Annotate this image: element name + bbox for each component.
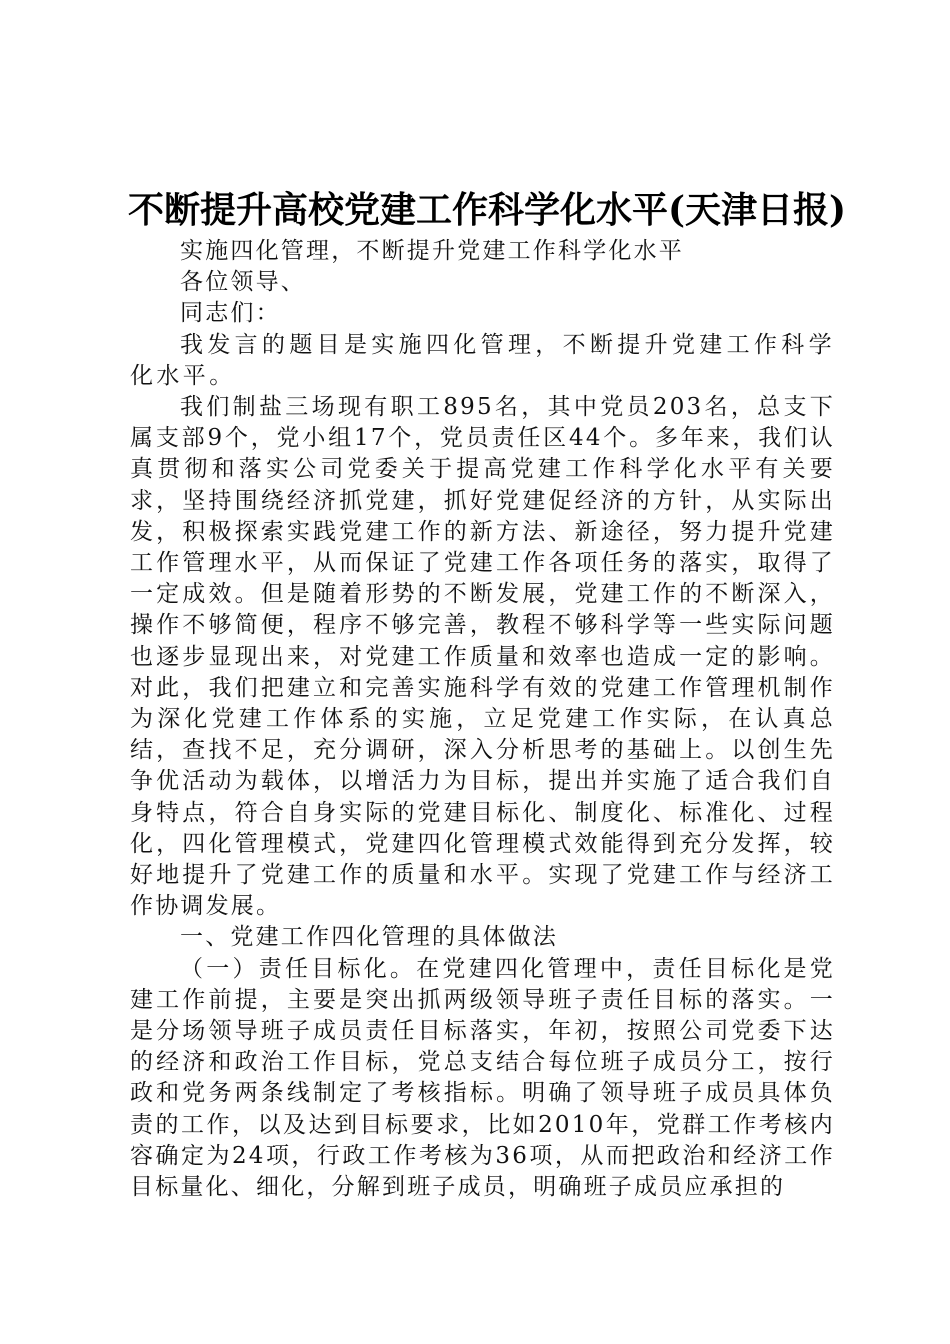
paragraph-topic: 我发言的题目是实施四化管理，不断提升党建工作科学化水平。 [130,331,835,389]
document-body [130,236,835,1203]
section-heading-1: 一、党建工作四化管理的具体做法 [180,924,558,951]
salutation-comrades: 同志们： [180,300,281,327]
document-subtitle: 实施四化管理，不断提升党建工作科学化水平 [180,238,684,264]
document-title: 不断提升高校党建工作科学化水平(天津日报) [128,189,847,231]
paragraph-introduction: 我们制盐三场现有职工895名，其中党员203名，总支下属支部9个，党小组17个，党员责任区44个。多年来，我们认真贯彻和落实公司党委关于提高党建工作科学化水平有关要求，坚持围绕经济抓党建，抓好党建促经济的方针，从实际出发，积极探索实践党建工作的新方法、新途径，努力提升党建工作管理水平，从而保证了党建工作各项任务的落实，取得了一定成效。但是随着形势的不断发展，党建工作的不断深入，操作不够简便，程序不够完善，教程不够科学等一些实际问题也逐步显现出来，对党建工作质量和效率也造成一定的影响。对此，我们把建立和完善实施科学有效的党建工作管理机制作为深化党建工作体系的实施，立足党建工作实际，在认真总结，查找不足，充分调研，深入分析思考的基础上。以创生先争优活动为载体，以增活力为目标，提出并实施了适合我们自身特点，符合自身实际的党建目标化、制度化、标准化、过程化，四化管理模式，党建四化管理模式效能得到充分发挥，较好地提升了党建工作的质量和水平。实现了党建工作与经济工作协调发展。 [130,394,835,920]
paragraph-responsibility-targets: （一）责任目标化。在党建四化管理中，责任目标化是党建工作前提，主要是突出抓两级领导班子责任目标的落实。一是分场领导班子成员责任目标落实，年初，按照公司党委下达的经济和政治工作目标，党总支结合每位班子成员分工，按行政和党务两条线制定了考核指标。明确了领导班子成员具体负责的工作，以及达到目标要求，比如2010年，党群工作考核内容确定为24项，行政工作考核为36项，从而把政治和经济工作目标量化、细化，分解到班子成员，明确班子成员应承担的 [130,955,835,1201]
salutation-leaders: 各位领导、 [180,269,306,296]
